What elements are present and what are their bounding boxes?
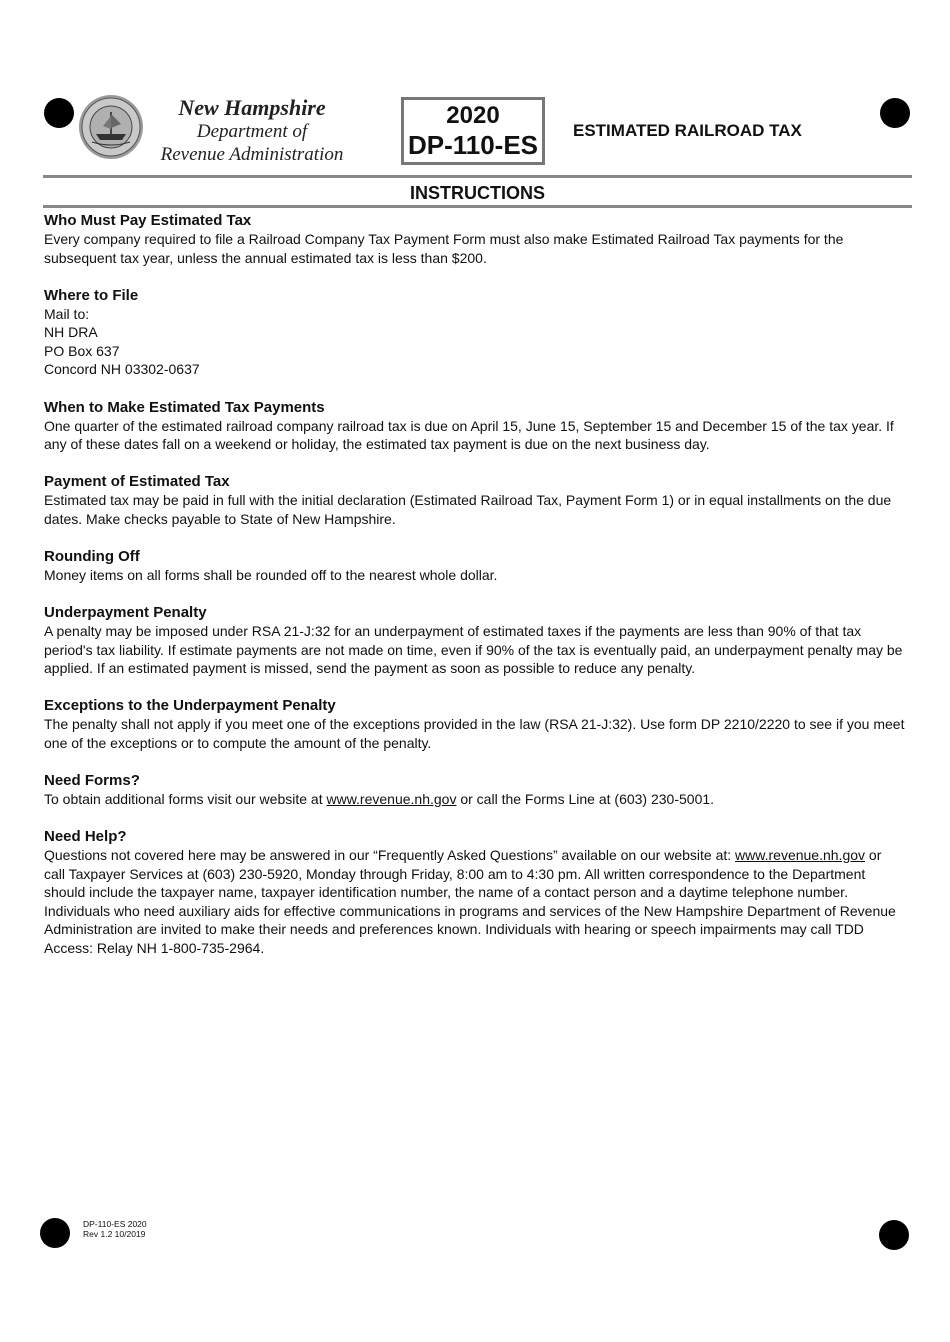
text-after-link: or call the Forms Line at (603) 230-5001. [456,791,715,807]
section-text: One quarter of the estimated railroad company railroad tax is due on April 15, June 15, September 15 and December 15 of the tax year. If any of these dates fall on a weekend or holiday, the estimated tax payment is due on the next business day. [44,417,894,453]
agency-name [146,96,358,166]
section-when-to-pay [44,398,906,454]
section-text [44,790,906,809]
section-heading: Need Help? [44,828,127,846]
section-text: Estimated tax may be paid in full with the initial declaration (Estimated Railroad Tax, Payment Form 1) or in equal installments on the due dates. Make checks payable to State of New Hampshire. [44,492,892,527]
registration-mark-bottom-left [40,1218,70,1248]
section-exceptions [44,696,906,752]
section-heading: Who Must Pay Estimated Tax [44,212,252,229]
section-heading: Where to File [44,286,139,304]
section-need-forms [44,771,906,809]
section-text: The penalty shall not apply if you meet one of the exceptions provided in the law (RSA 21-J:32). Use form DP 2210/2220 to see if you meet one of the exceptions or to compute the amount of the penalty. [44,716,905,751]
section-heading: Rounding Off [44,547,140,565]
section-text [44,846,906,958]
section-who-must-pay [44,211,906,267]
section-text: A penalty may be imposed under RSA 21-J:32 for an underpayment of estimated taxes if the payments are less than 90% of that tax period's tax liability. If estimate payments are not made on time, even if 90% of the tax is eventually paid, an underpayment penalty may be applied. If an estimated payment is missed, send the payment as soon as possible to reduce any penalty. [44,623,903,677]
address-line: PO Box 637 [44,342,120,359]
registration-mark-top-left [44,98,74,128]
section-underpayment [44,603,906,678]
website-link[interactable]: www.revenue.nh.gov [735,847,866,864]
footer-form-code: DP-110-ES 2020 [83,1219,147,1229]
section-text: Money items on all forms shall be rounded off to the nearest whole dollar. [44,566,498,583]
agency-line-2: Department of [196,121,308,142]
instructions-body [44,211,906,976]
section-heading: When to Make Estimated Tax Payments [44,398,325,416]
state-seal-icon [78,94,144,160]
registration-mark-top-right [880,98,910,128]
text-after-link: or call Taxpayer Services at (603) 230-5920, Monday through Friday, 8:00 am to 4:30 pm. All written correspondence to the Department should include the taxpayer name, taxpayer identification number, the name of a contact person and a daytime telephone number. Individuals who need auxiliary aids for effective communications in programs and services of the New Hampshire Department of Revenue Administration are invited to make their needs and preferences known. Individuals with hearing or speech impairments may call TDD Access: Relay NH 1-800-735-2964. [44,847,896,957]
footer-revision: Rev 1.2 10/2019 [83,1229,146,1239]
section-rounding [44,547,906,585]
mailing-address [44,305,906,379]
section-text: Every company required to file a Railroad Company Tax Payment Form must also make Estimated Railroad Tax payments for the subsequent tax year, unless the annual estimated tax is less than $200. [44,231,844,266]
website-link[interactable]: www.revenue.nh.gov [326,791,457,807]
form-title: ESTIMATED RAILROAD TAX [573,121,802,140]
form-number: DP-110-ES [407,130,539,160]
address-line: Mail to: [44,305,90,322]
section-heading: Payment of Estimated Tax [44,473,230,491]
form-year: 2020 [446,102,500,129]
divider-bottom [43,205,912,208]
section-need-help [44,827,906,958]
section-payment [44,472,906,528]
form-id-box [401,97,545,165]
section-heading: Exceptions to the Underpayment Penalty [44,697,336,715]
footer [83,1219,147,1239]
address-line: NH DRA [44,324,98,341]
text-before-link: To obtain additional forms visit our website at [44,791,327,807]
registration-mark-bottom-right [879,1220,909,1250]
divider-top [43,175,912,178]
section-where-to-file [44,286,906,379]
address-line: Concord NH 03302-0637 [44,361,200,378]
agency-line-3: Revenue Administration [160,144,344,165]
text-before-link: Questions not covered here may be answered in our “Frequently Asked Questions” available on our website at: [44,847,736,864]
section-heading: Need Forms? [44,772,140,789]
agency-line-1: New Hampshire [178,95,326,120]
instructions-heading: INSTRUCTIONS [410,183,545,203]
section-heading: Underpayment Penalty [44,604,207,622]
